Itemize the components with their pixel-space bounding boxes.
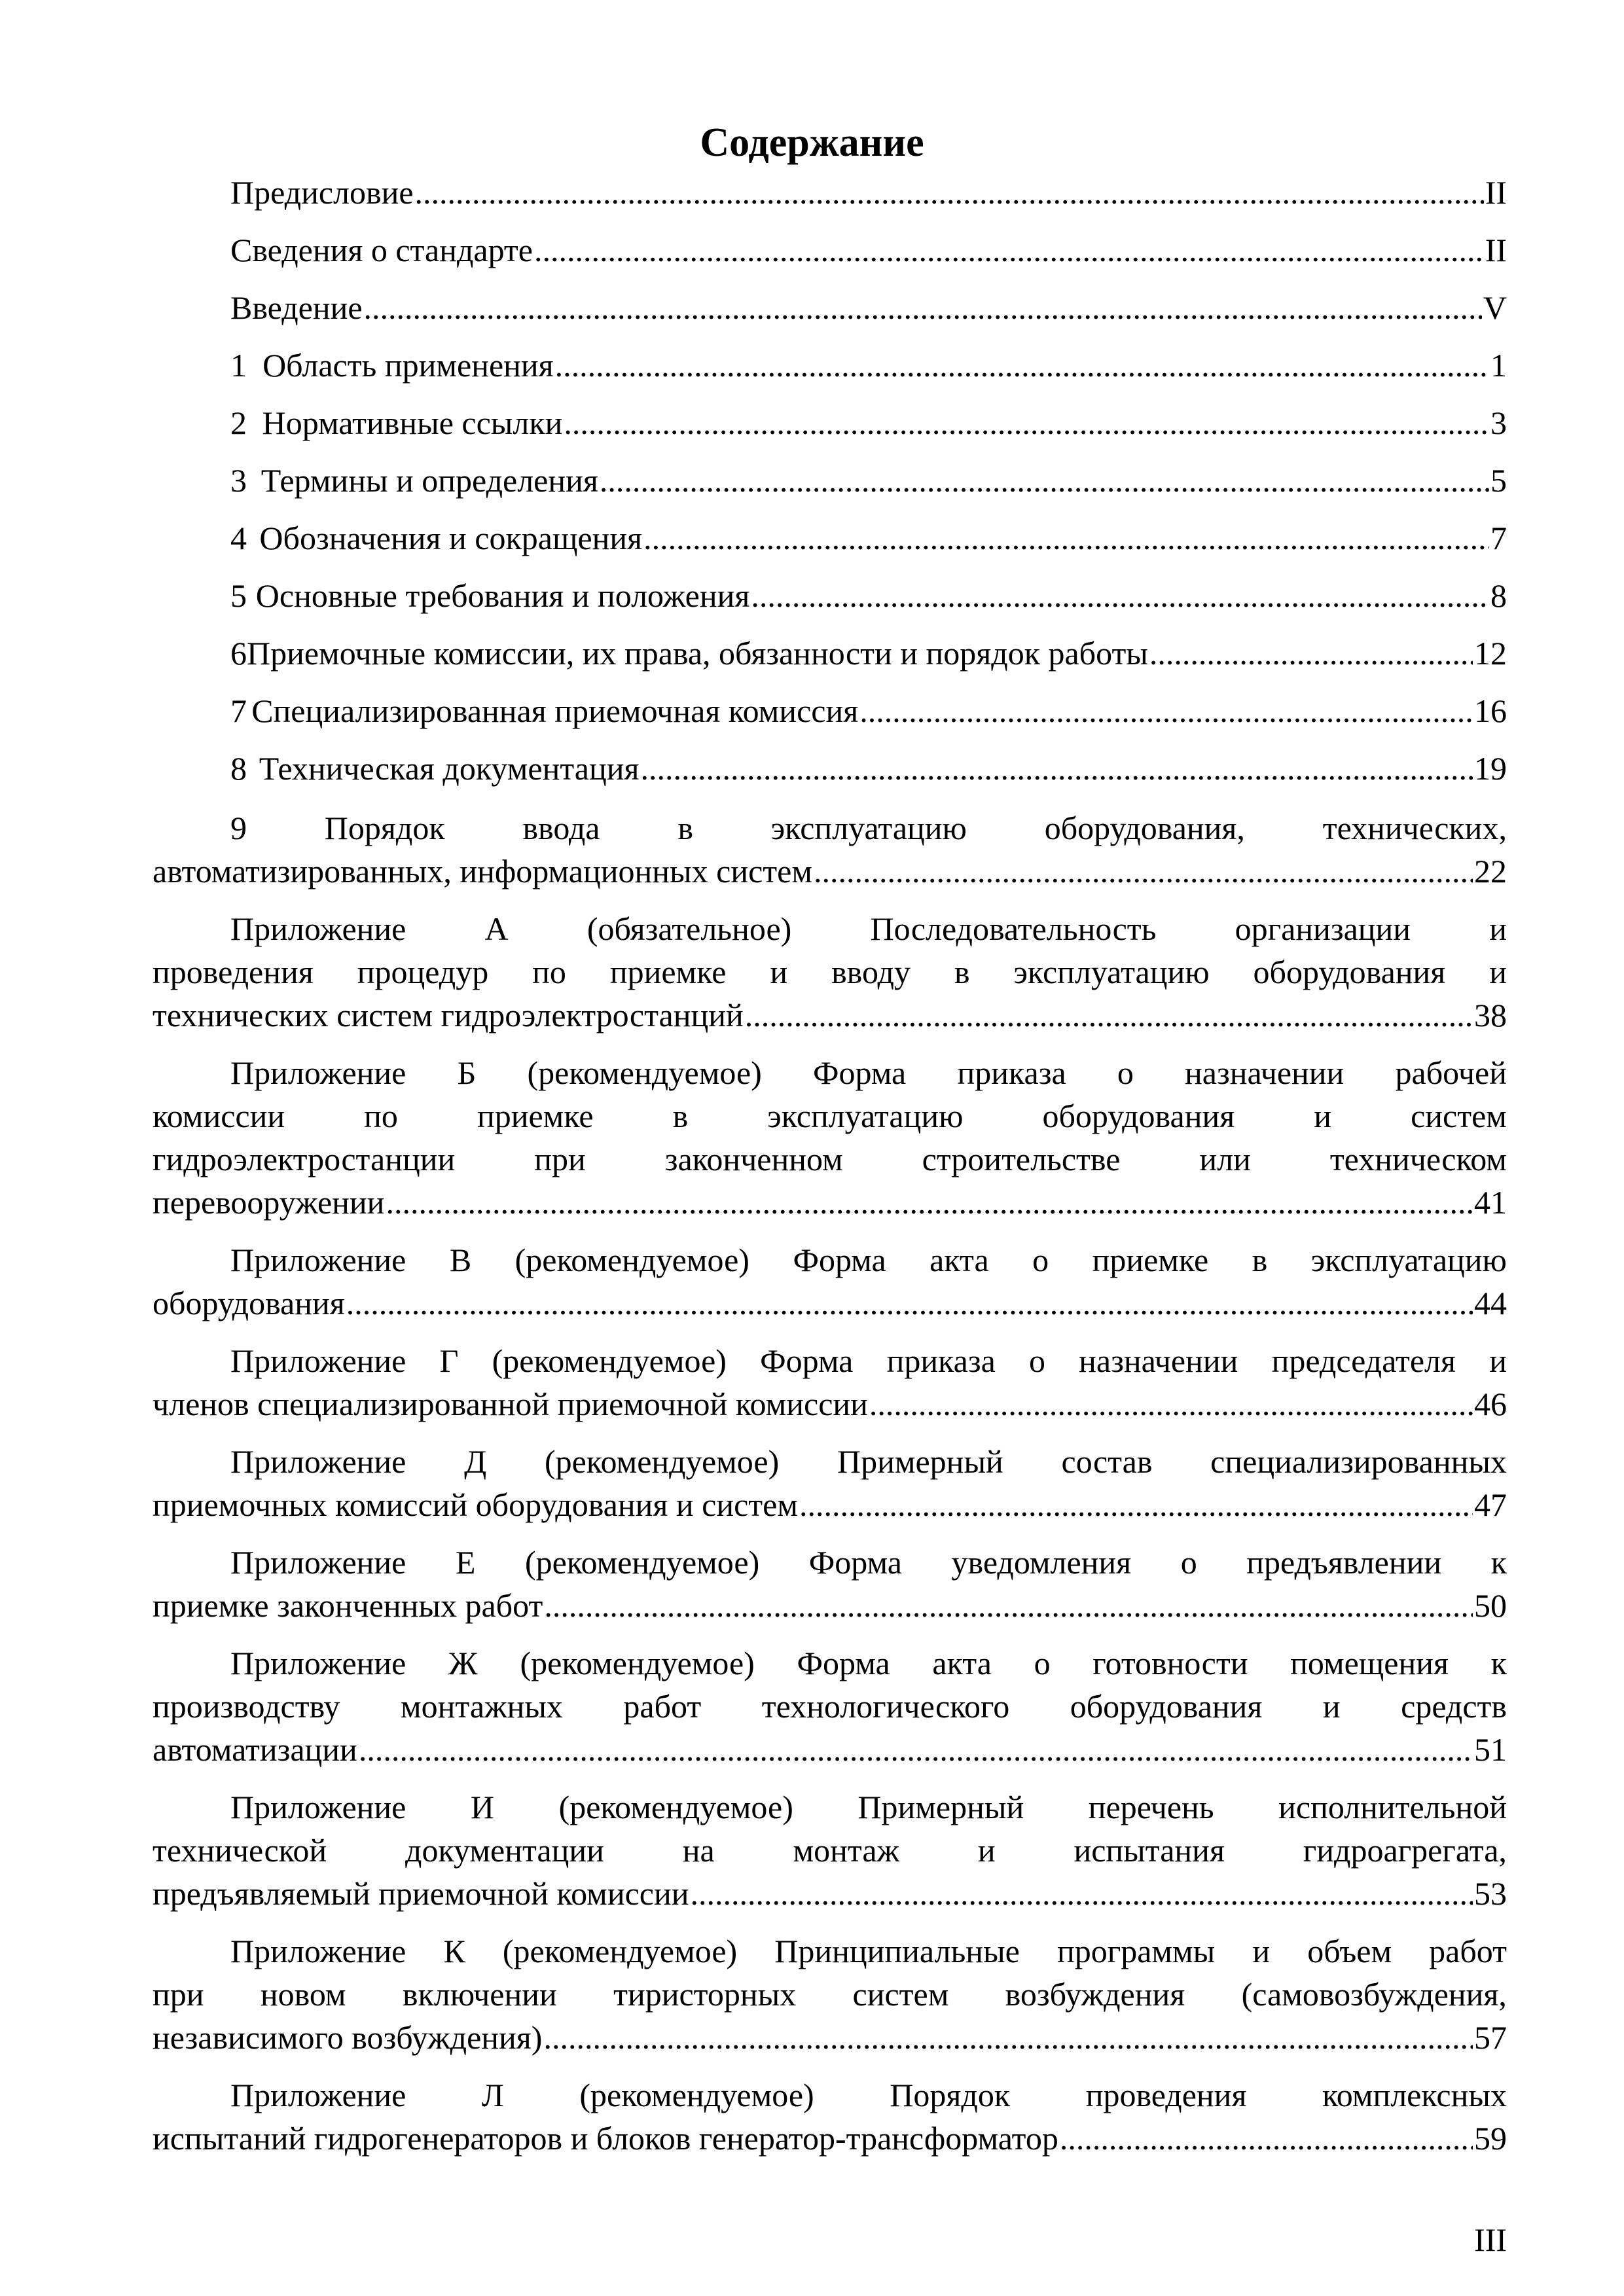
toc-entry-page: II — [1485, 174, 1507, 211]
toc-entry-page: 41 — [1474, 1184, 1507, 1221]
dot-leader — [359, 1728, 1473, 1771]
toc-entry-page: 19 — [1474, 750, 1507, 787]
page-number: III — [1474, 2221, 1507, 2258]
toc-entry-page: 57 — [1474, 2019, 1507, 2056]
dot-leader — [751, 567, 1489, 624]
dot-leader — [1149, 624, 1473, 682]
toc-entry-label: оборудования — [153, 1285, 345, 1321]
toc-entry[interactable] — [153, 1532, 1507, 1627]
toc-entry[interactable] — [153, 221, 1507, 279]
toc-entry-last-line — [153, 994, 1507, 1037]
toc-entry-last-line — [153, 2117, 1507, 2160]
toc-entry-label: перевооружении — [153, 1184, 385, 1221]
dot-leader — [869, 1382, 1473, 1426]
toc-entry[interactable] — [153, 740, 1507, 797]
toc-entry-number: 6 — [230, 635, 247, 672]
dot-leader — [543, 2016, 1473, 2059]
toc-entry-page: 50 — [1474, 1587, 1507, 1624]
toc-entry[interactable] — [153, 797, 1507, 893]
toc-entry-line: Приложение Д (рекомендуемое) Примерный состав специализированных — [230, 1443, 1507, 1480]
toc-entry-page: 12 — [1474, 635, 1507, 672]
toc-entry-line: Приложение И (рекомендуемое) Примерный перечень исполнительной — [230, 1789, 1507, 1825]
toc-entry-line: Приложение Л (рекомендуемое) Порядок проведения комплексных — [230, 2077, 1507, 2113]
toc-entry-page: 46 — [1474, 1386, 1507, 1422]
toc-entry-label: Техническая документация — [259, 750, 640, 787]
dot-leader — [555, 336, 1489, 394]
toc-entry-page: 22 — [1474, 853, 1507, 889]
dot-leader — [690, 1872, 1473, 1915]
toc-entry-label: Обозначения и сокращения — [259, 520, 643, 556]
dot-leader — [544, 1584, 1473, 1627]
toc-entry[interactable] — [153, 1042, 1507, 1224]
toc-entry-line: производству монтажных работ технологического оборудования и средств — [153, 1688, 1507, 1725]
toc-entry-last-line — [153, 1584, 1507, 1627]
toc-entry-last-line — [153, 1728, 1507, 1771]
toc-entry[interactable] — [153, 394, 1507, 452]
toc-entry-line: Приложение Е (рекомендуемое) Форма уведомления о предъявлении к — [230, 1544, 1507, 1581]
toc-entry-label: предъявляемый приемочной комиссии — [153, 1875, 689, 1912]
toc-entry-page: 59 — [1474, 2120, 1507, 2157]
toc-entry-number: 2 — [230, 404, 247, 441]
dot-leader — [745, 994, 1473, 1037]
toc-entry-line: технической документации на монтаж и испытания гидроагрегата, — [153, 1832, 1507, 1869]
toc-entry-page: 7 — [1490, 520, 1507, 556]
toc-entry[interactable] — [153, 452, 1507, 509]
toc-entry-last-line — [153, 850, 1507, 893]
toc-entry-page: 8 — [1490, 577, 1507, 614]
toc-entry[interactable] — [153, 1330, 1507, 1426]
toc-entry-label: Предисловие — [230, 174, 414, 211]
toc-entry-number: 3 — [230, 462, 247, 499]
toc-entry-line: 9 Порядок ввода в эксплуатацию оборудования, технических, — [230, 810, 1507, 846]
toc-entry-page: 16 — [1474, 692, 1507, 729]
toc-entry-line: Приложение Ж (рекомендуемое) Форма акта о готовности помещения к — [230, 1645, 1507, 1681]
toc-entry-label: автоматизации — [153, 1731, 357, 1768]
toc-entry-line: Приложение Б (рекомендуемое) Форма приказа о назначении рабочей — [230, 1054, 1507, 1091]
toc-entry-label: автоматизированных, информационных систем — [153, 853, 812, 889]
toc-entry-page: 3 — [1490, 404, 1507, 441]
toc-entry-line: Приложение Г (рекомендуемое) Форма приказа о назначении председателя и — [230, 1342, 1507, 1379]
dot-leader — [1060, 2117, 1473, 2160]
dot-leader — [534, 221, 1484, 279]
toc-entry-number: 8 — [230, 750, 247, 787]
toc-entry-line: проведения процедур по приемке и вводу в эксплуатацию оборудования и — [153, 954, 1507, 990]
toc-entry[interactable] — [153, 1776, 1507, 1915]
toc-entry-last-line — [153, 1872, 1507, 1915]
toc-entry-number: 7 — [230, 692, 247, 729]
dot-leader — [386, 1181, 1473, 1224]
toc-title: Содержание — [700, 120, 924, 165]
toc-entry-label: Приемочные комиссии, их права, обязанности и порядок работы — [247, 635, 1148, 672]
toc-entry-label: Сведения о стандарте — [230, 232, 533, 268]
toc-entry-page: V — [1483, 289, 1507, 326]
toc-entry-line: комиссии по приемке в эксплуатацию оборудования и систем — [153, 1098, 1507, 1134]
toc-entry-label: Основные требования и положения — [255, 577, 750, 614]
toc-entry-page: 51 — [1474, 1731, 1507, 1768]
toc-entry-number: 5 — [230, 577, 247, 614]
toc-entry[interactable] — [153, 279, 1507, 336]
toc-entry-label: испытаний гидрогенераторов и блоков генератор-трансформатор — [153, 2120, 1058, 2157]
toc-entry-label: технических систем гидроэлектростанций — [153, 997, 744, 1033]
dot-leader — [814, 850, 1473, 893]
toc-entry[interactable] — [153, 898, 1507, 1037]
toc-entry[interactable] — [153, 2064, 1507, 2160]
toc-entry[interactable] — [153, 1632, 1507, 1771]
toc-entry-line: Приложение К (рекомендуемое) Принципиальные программы и объем работ — [230, 1933, 1507, 1969]
toc-entry-last-line — [153, 1181, 1507, 1224]
toc-entry-page: 44 — [1474, 1285, 1507, 1321]
toc-entry-label: независимого возбуждения) — [153, 2019, 543, 2056]
toc-entry-label: Область применения — [262, 347, 554, 384]
toc-entry-page: 5 — [1490, 462, 1507, 499]
toc-entry-last-line — [153, 1483, 1507, 1526]
toc-entry-last-line — [153, 2016, 1507, 2059]
dot-leader — [564, 394, 1489, 452]
dot-leader — [600, 452, 1489, 509]
toc-entry-line: при новом включении тиристорных систем возбуждения (самовозбуждения, — [153, 1976, 1507, 2013]
toc-entry-page: 38 — [1474, 997, 1507, 1033]
toc-entry-line: гидроэлектростанции при законченном строительстве или техническом — [153, 1141, 1507, 1177]
toc-entry-line: Приложение А (обязательное) Последовательность организации и — [230, 910, 1507, 947]
toc-entry[interactable] — [153, 509, 1507, 567]
toc-entry-page: 1 — [1490, 347, 1507, 384]
toc-entry-line: Приложение В (рекомендуемое) Форма акта о приемке в эксплуатацию — [230, 1242, 1507, 1278]
toc-entry[interactable] — [153, 1431, 1507, 1526]
toc-entry-label: Специализированная приемочная комиссия — [251, 692, 859, 729]
toc-entry-last-line — [153, 1382, 1507, 1426]
toc-entry-label: Термины и определения — [261, 462, 598, 499]
dot-leader — [415, 164, 1484, 221]
toc-entry[interactable] — [153, 567, 1507, 624]
toc-entry-label: Введение — [230, 289, 363, 326]
toc-entry-label: Нормативные ссылки — [262, 404, 563, 441]
toc-entry-page: 53 — [1474, 1875, 1507, 1912]
dot-leader — [364, 279, 1482, 336]
toc-entry[interactable] — [153, 1920, 1507, 2059]
dot-leader — [799, 1483, 1473, 1526]
toc-entry-label: членов специализированной приемочной комиссии — [153, 1386, 868, 1422]
toc-entry-number: 4 — [230, 520, 247, 556]
toc-entry[interactable] — [153, 682, 1507, 740]
toc-entry-page: 47 — [1474, 1486, 1507, 1523]
toc-entry-number: 1 — [230, 347, 247, 384]
table-of-contents — [153, 164, 1507, 2165]
dot-leader — [859, 682, 1473, 740]
toc-entry-last-line — [153, 1282, 1507, 1325]
dot-leader — [346, 1282, 1473, 1325]
toc-entry-page: II — [1485, 232, 1507, 268]
toc-entry-label: приемочных комиссий оборудования и систем — [153, 1486, 798, 1523]
dot-leader — [643, 509, 1489, 567]
toc-entry[interactable] — [153, 336, 1507, 394]
toc-entry-label: приемке законченных работ — [153, 1587, 543, 1624]
toc-entry[interactable] — [153, 624, 1507, 682]
dot-leader — [641, 740, 1473, 797]
toc-entry[interactable] — [153, 164, 1507, 221]
toc-entry[interactable] — [153, 1229, 1507, 1325]
